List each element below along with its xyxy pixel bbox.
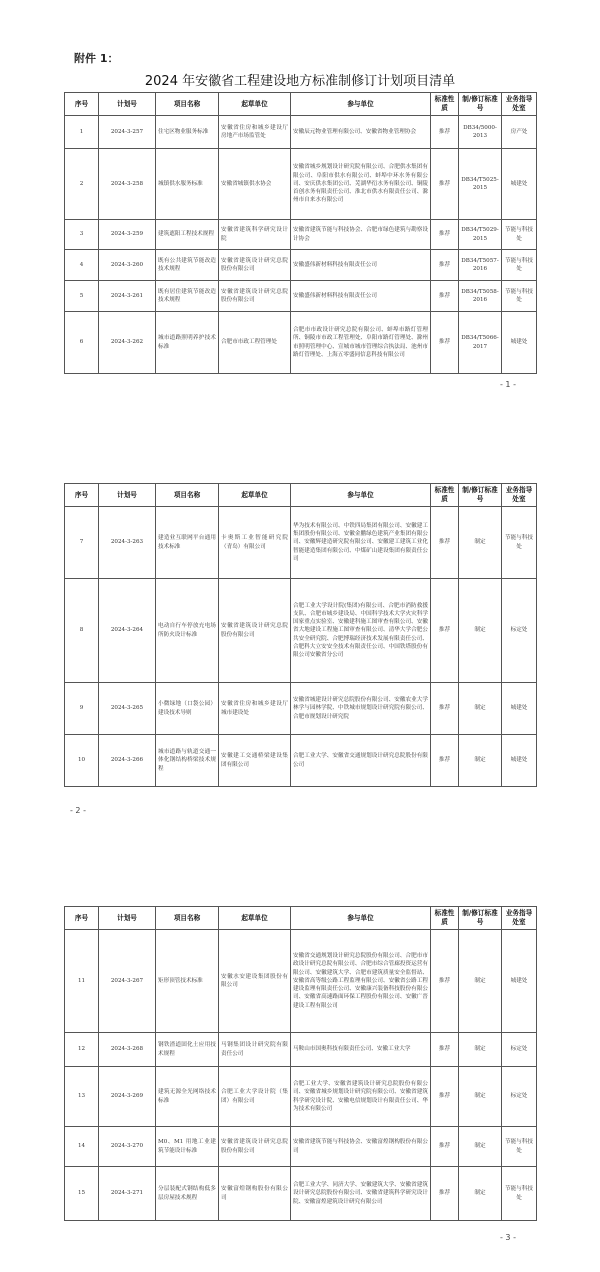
col-office: 业务指导处室 [502, 93, 537, 116]
cell-code: 制定 [459, 1067, 502, 1127]
table-row [65, 1127, 537, 1167]
cell-nature: 推荐 [431, 507, 459, 579]
col-participants: 参与单位 [291, 907, 431, 930]
col-office: 业务指导处室 [502, 484, 537, 507]
col-plan-no: 计划号 [99, 907, 156, 930]
plan-table-page-2 [64, 483, 537, 787]
cell-office: 节能与科技处 [502, 281, 537, 312]
cell-plan-no: 2024-3-270 [99, 1127, 156, 1167]
cell-plan-no: 2024-3-259 [99, 220, 156, 250]
cell-nature: 推荐 [431, 579, 459, 683]
cell-participants: 安徽省建筑节能与科技协会、合肥市绿色建筑与勘察设计协会 [291, 220, 431, 250]
cell-name: M0、M1 用地工业建筑节能设计标准 [156, 1127, 219, 1167]
table-row [65, 579, 537, 683]
cell-code: 制定 [459, 1167, 502, 1221]
cell-plan-no: 2024-3-269 [99, 1067, 156, 1127]
cell-name: 城市道路与轨道交通一体化钢结构桥梁技术规程 [156, 735, 219, 787]
cell-seq: 5 [65, 281, 99, 312]
cell-office: 节能与科技处 [502, 250, 537, 281]
cell-seq: 10 [65, 735, 99, 787]
cell-drafter: 安徽省建筑设计研究总院股份有限公司 [219, 579, 291, 683]
cell-nature: 推荐 [431, 930, 459, 1033]
cell-office: 标定处 [502, 1033, 537, 1067]
col-seq: 序号 [65, 484, 99, 507]
cell-seq: 14 [65, 1127, 99, 1167]
cell-code: DB34/5000-2013 [459, 116, 502, 149]
plan-table-page-3 [64, 906, 537, 1221]
cell-nature: 推荐 [431, 312, 459, 374]
cell-nature: 推荐 [431, 250, 459, 281]
cell-drafter: 安徽省住房和城乡建设厅城市建设处 [219, 683, 291, 735]
cell-office: 城建处 [502, 149, 537, 220]
cell-code: DB34/T5025-2015 [459, 149, 502, 220]
cell-seq: 2 [65, 149, 99, 220]
page-number-1: - 1 - [500, 380, 516, 389]
cell-plan-no: 2024-3-257 [99, 116, 156, 149]
cell-participants: 合肥工业大学、安徽省建筑设计研究总院股份有限公司、安徽省城乡规划设计研究院有限公司、安徽省建筑科学研究设计院、安徽电信规划设计有限责任公司、华为技术有限公司 [291, 1067, 431, 1127]
cell-plan-no: 2024-3-267 [99, 930, 156, 1033]
cell-name: 电动自行车停放充电场所防火设计标准 [156, 579, 219, 683]
cell-seq: 1 [65, 116, 99, 149]
col-drafter: 起草单位 [219, 484, 291, 507]
cell-name: 建造业互联网平台通用技术标准 [156, 507, 219, 579]
cell-code: 制定 [459, 683, 502, 735]
col-drafter: 起草单位 [219, 93, 291, 116]
cell-name: 城镇供水服务标准 [156, 149, 219, 220]
cell-office: 城建处 [502, 930, 537, 1033]
cell-seq: 4 [65, 250, 99, 281]
cell-plan-no: 2024-3-265 [99, 683, 156, 735]
cell-name: 既有公共建筑节能改造技术规程 [156, 250, 219, 281]
cell-name: 小微绿地（口袋公园）建设技术导则 [156, 683, 219, 735]
table-row [65, 149, 537, 220]
cell-participants: 安徽辰元物业管理有限公司、安徽省物业管理协会 [291, 116, 431, 149]
table-header [65, 907, 537, 930]
cell-seq: 12 [65, 1033, 99, 1067]
table-row [65, 116, 537, 149]
cell-code: 制定 [459, 735, 502, 787]
cell-participants: 合肥工业大学设计院(集团)有限公司、合肥市消防救援支队、合肥市城乡建设局、中国科学技术大学火灾科学国家重点实验室、安徽建科施工图审查有限公司、安徽省大地建设工程施工图审查有限公司、清华大学合肥公共安全研究院、合肥博瑞经济技术发展有限责任公司、合肥科大立安安全技术有限责任公司、中国铁塔股份有限公司安徽省分公司 [291, 579, 431, 683]
col-name: 项目名称 [156, 484, 219, 507]
cell-name: 建筑遮阳工程技术规程 [156, 220, 219, 250]
cell-nature: 推荐 [431, 116, 459, 149]
cell-seq: 7 [65, 507, 99, 579]
col-code: 制/修订标准号 [459, 93, 502, 116]
cell-plan-no: 2024-3-263 [99, 507, 156, 579]
cell-plan-no: 2024-3-271 [99, 1167, 156, 1221]
col-name: 项目名称 [156, 907, 219, 930]
cell-seq: 13 [65, 1067, 99, 1127]
cell-plan-no: 2024-3-261 [99, 281, 156, 312]
cell-plan-no: 2024-3-266 [99, 735, 156, 787]
col-code: 制/修订标准号 [459, 907, 502, 930]
cell-nature: 推荐 [431, 149, 459, 220]
cell-nature: 推荐 [431, 1033, 459, 1067]
cell-nature: 推荐 [431, 220, 459, 250]
cell-name: 既有居住建筑节能改造技术规程 [156, 281, 219, 312]
cell-drafter: 合肥市市政工程管理处 [219, 312, 291, 374]
col-office: 业务指导处室 [502, 907, 537, 930]
col-nature: 标准性质 [431, 907, 459, 930]
cell-office: 标定处 [502, 1067, 537, 1127]
cell-participants: 安徽省城建设计研究总院股份有限公司、安徽农业大学林学与园林学院、中铁城市规划设计研究院有限公司、合肥市规划设计研究院 [291, 683, 431, 735]
cell-participants: 安徽省交通规划设计研究总院股份有限公司、合肥市市政设计研究总院有限公司、合肥市综合管廊投资运营有限公司、安徽建筑大学、合肥市建筑质量安全监督站、安徽省高等级公路工程监理有限公司、安徽省公路工程建设监理有限责任公司、安徽康兴装备科技股份有限公司、安徽省高速路面环保工程股份有限公司、安徽广晋建设工程有限公司 [291, 930, 431, 1033]
cell-office: 节能与科技处 [502, 220, 537, 250]
cell-plan-no: 2024-3-264 [99, 579, 156, 683]
cell-seq: 11 [65, 930, 99, 1033]
cell-participants: 合肥工业大学、同济大学、安徽建筑大学、安徽省建筑设计研究总院股份有限公司、安徽省建筑科学研究设计院、安徽富煌建筑设计研究有限公司 [291, 1167, 431, 1221]
col-nature: 标准性质 [431, 93, 459, 116]
table-header [65, 93, 537, 116]
cell-code: 制定 [459, 1033, 502, 1067]
cell-office: 城建处 [502, 683, 537, 735]
col-plan-no: 计划号 [99, 93, 156, 116]
table-row [65, 220, 537, 250]
cell-seq: 9 [65, 683, 99, 735]
cell-drafter: 安徽水安建设集团股份有限公司 [219, 930, 291, 1033]
cell-plan-no: 2024-3-258 [99, 149, 156, 220]
table-row [65, 507, 537, 579]
cell-name: 矩形顶管技术标准 [156, 930, 219, 1033]
cell-nature: 推荐 [431, 683, 459, 735]
cell-office: 标定处 [502, 579, 537, 683]
table-row [65, 312, 537, 374]
col-nature: 标准性质 [431, 484, 459, 507]
cell-participants: 安徽省城乡规划设计研究院有限公司、合肥供水集团有限公司、阜阳市供水有限公司、蚌埠中环水务有限公司、安庆供水集团公司、芜湖华衍水务有限公司、铜陵首创水务有限责任公司、淮北市供水有限责任公司、滁州市自来水有限公司 [291, 149, 431, 220]
cell-seq: 6 [65, 312, 99, 374]
cell-drafter: 安徽建工交通桥梁建设集团有限公司 [219, 735, 291, 787]
cell-office: 房产处 [502, 116, 537, 149]
cell-drafter: 马钢集团设计研究院有限责任公司 [219, 1033, 291, 1067]
page-number-3: - 3 - [500, 1233, 516, 1242]
col-drafter: 起草单位 [219, 907, 291, 930]
cell-participants: 合肥市市政设计研究总院有限公司、蚌埠市路灯管理所、铜陵市市政工程管理处、阜阳市路灯管理处、滁州市照明管理中心、宣城市城市管理综合执法局、池州市路灯管理处、上海五零盛同信息科技有限公司 [291, 312, 431, 374]
cell-seq: 3 [65, 220, 99, 250]
col-participants: 参与单位 [291, 93, 431, 116]
col-name: 项目名称 [156, 93, 219, 116]
cell-code: 制定 [459, 1127, 502, 1167]
cell-drafter: 安徽省城镇供水协会 [219, 149, 291, 220]
plan-table-page-1 [64, 92, 537, 374]
cell-code: 制定 [459, 579, 502, 683]
col-seq: 序号 [65, 907, 99, 930]
cell-office: 节能与科技处 [502, 1127, 537, 1167]
table-header [65, 484, 537, 507]
cell-participants: 安徽盛伟新材料科技有限责任公司 [291, 250, 431, 281]
table-row [65, 281, 537, 312]
cell-code: DB34/T5066-2017 [459, 312, 502, 374]
cell-plan-no: 2024-3-262 [99, 312, 156, 374]
col-participants: 参与单位 [291, 484, 431, 507]
cell-drafter: 安徽省建筑设计研究总院股份有限公司 [219, 250, 291, 281]
cell-seq: 15 [65, 1167, 99, 1221]
col-code: 制/修订标准号 [459, 484, 502, 507]
cell-participants: 马鞍山市国奥科技有限责任公司、安徽工业大学 [291, 1033, 431, 1067]
attachment-label: 附件 1： [74, 52, 119, 65]
table-row [65, 250, 537, 281]
cell-nature: 推荐 [431, 281, 459, 312]
cell-participants: 华为技术有限公司、中铁四局集团有限公司、安徽建工集团股份有限公司、安徽金鹏绿色建筑产业集团有限公司、安徽辉建造研究院有限公司、安徽建工建筑工业化智能建造集团有限公司、中煤矿山建设集团有限责任公司 [291, 507, 431, 579]
cell-participants: 合肥工业大学、安徽省交通规划设计研究总院股份有限公司 [291, 735, 431, 787]
table-row [65, 735, 537, 787]
cell-nature: 推荐 [431, 1067, 459, 1127]
cell-drafter: 安徽省建筑设计研究总院股份有限公司 [219, 281, 291, 312]
cell-participants: 安徽盛伟新材料科技有限责任公司 [291, 281, 431, 312]
table-row [65, 930, 537, 1033]
table-row [65, 683, 537, 735]
document-title: 2024 年安徽省工程建设地方标准制修订计划项目清单 [144, 74, 456, 89]
cell-name: 住宅区物业服务标准 [156, 116, 219, 149]
cell-code: DB34/T5058-2016 [459, 281, 502, 312]
cell-nature: 推荐 [431, 1167, 459, 1221]
cell-office: 节能与科技处 [502, 1167, 537, 1221]
cell-code: 制定 [459, 507, 502, 579]
cell-code: DB34/T5029-2015 [459, 220, 502, 250]
cell-seq: 8 [65, 579, 99, 683]
cell-nature: 推荐 [431, 735, 459, 787]
cell-drafter: 安徽省住房和城乡建设厅房地产市场监管处 [219, 116, 291, 149]
cell-office: 节能与科技处 [502, 507, 537, 579]
cell-drafter: 卡奥斯工业智能研究院（青岛）有限公司 [219, 507, 291, 579]
col-plan-no: 计划号 [99, 484, 156, 507]
cell-drafter: 安徽省建筑设计研究总院股份有限公司 [219, 1127, 291, 1167]
cell-name: 分层装配式钢结构低多层房屋技术规程 [156, 1167, 219, 1221]
table-row [65, 1033, 537, 1067]
cell-drafter: 安徽省建筑科学研究设计院 [219, 220, 291, 250]
cell-office: 城建处 [502, 312, 537, 374]
cell-code: DB34/T5057-2016 [459, 250, 502, 281]
cell-plan-no: 2024-3-268 [99, 1033, 156, 1067]
cell-name: 城市道路照明养护技术标准 [156, 312, 219, 374]
cell-name: 建筑无源全光网络技术标准 [156, 1067, 219, 1127]
cell-name: 钢铁渣道固化土应用技术规程 [156, 1033, 219, 1067]
cell-plan-no: 2024-3-260 [99, 250, 156, 281]
table-row [65, 1167, 537, 1221]
page-number-2: - 2 - [70, 806, 86, 815]
cell-nature: 推荐 [431, 1127, 459, 1167]
cell-drafter: 合肥工业大学设计院（集团）有限公司 [219, 1067, 291, 1127]
cell-participants: 安徽省建筑节能与科技协会、安徽富煌钢构股份有限公司 [291, 1127, 431, 1167]
table-row [65, 1067, 537, 1127]
col-seq: 序号 [65, 93, 99, 116]
cell-drafter: 安徽富煌钢构股份有限公司 [219, 1167, 291, 1221]
cell-code: 制定 [459, 930, 502, 1033]
cell-office: 城建处 [502, 735, 537, 787]
